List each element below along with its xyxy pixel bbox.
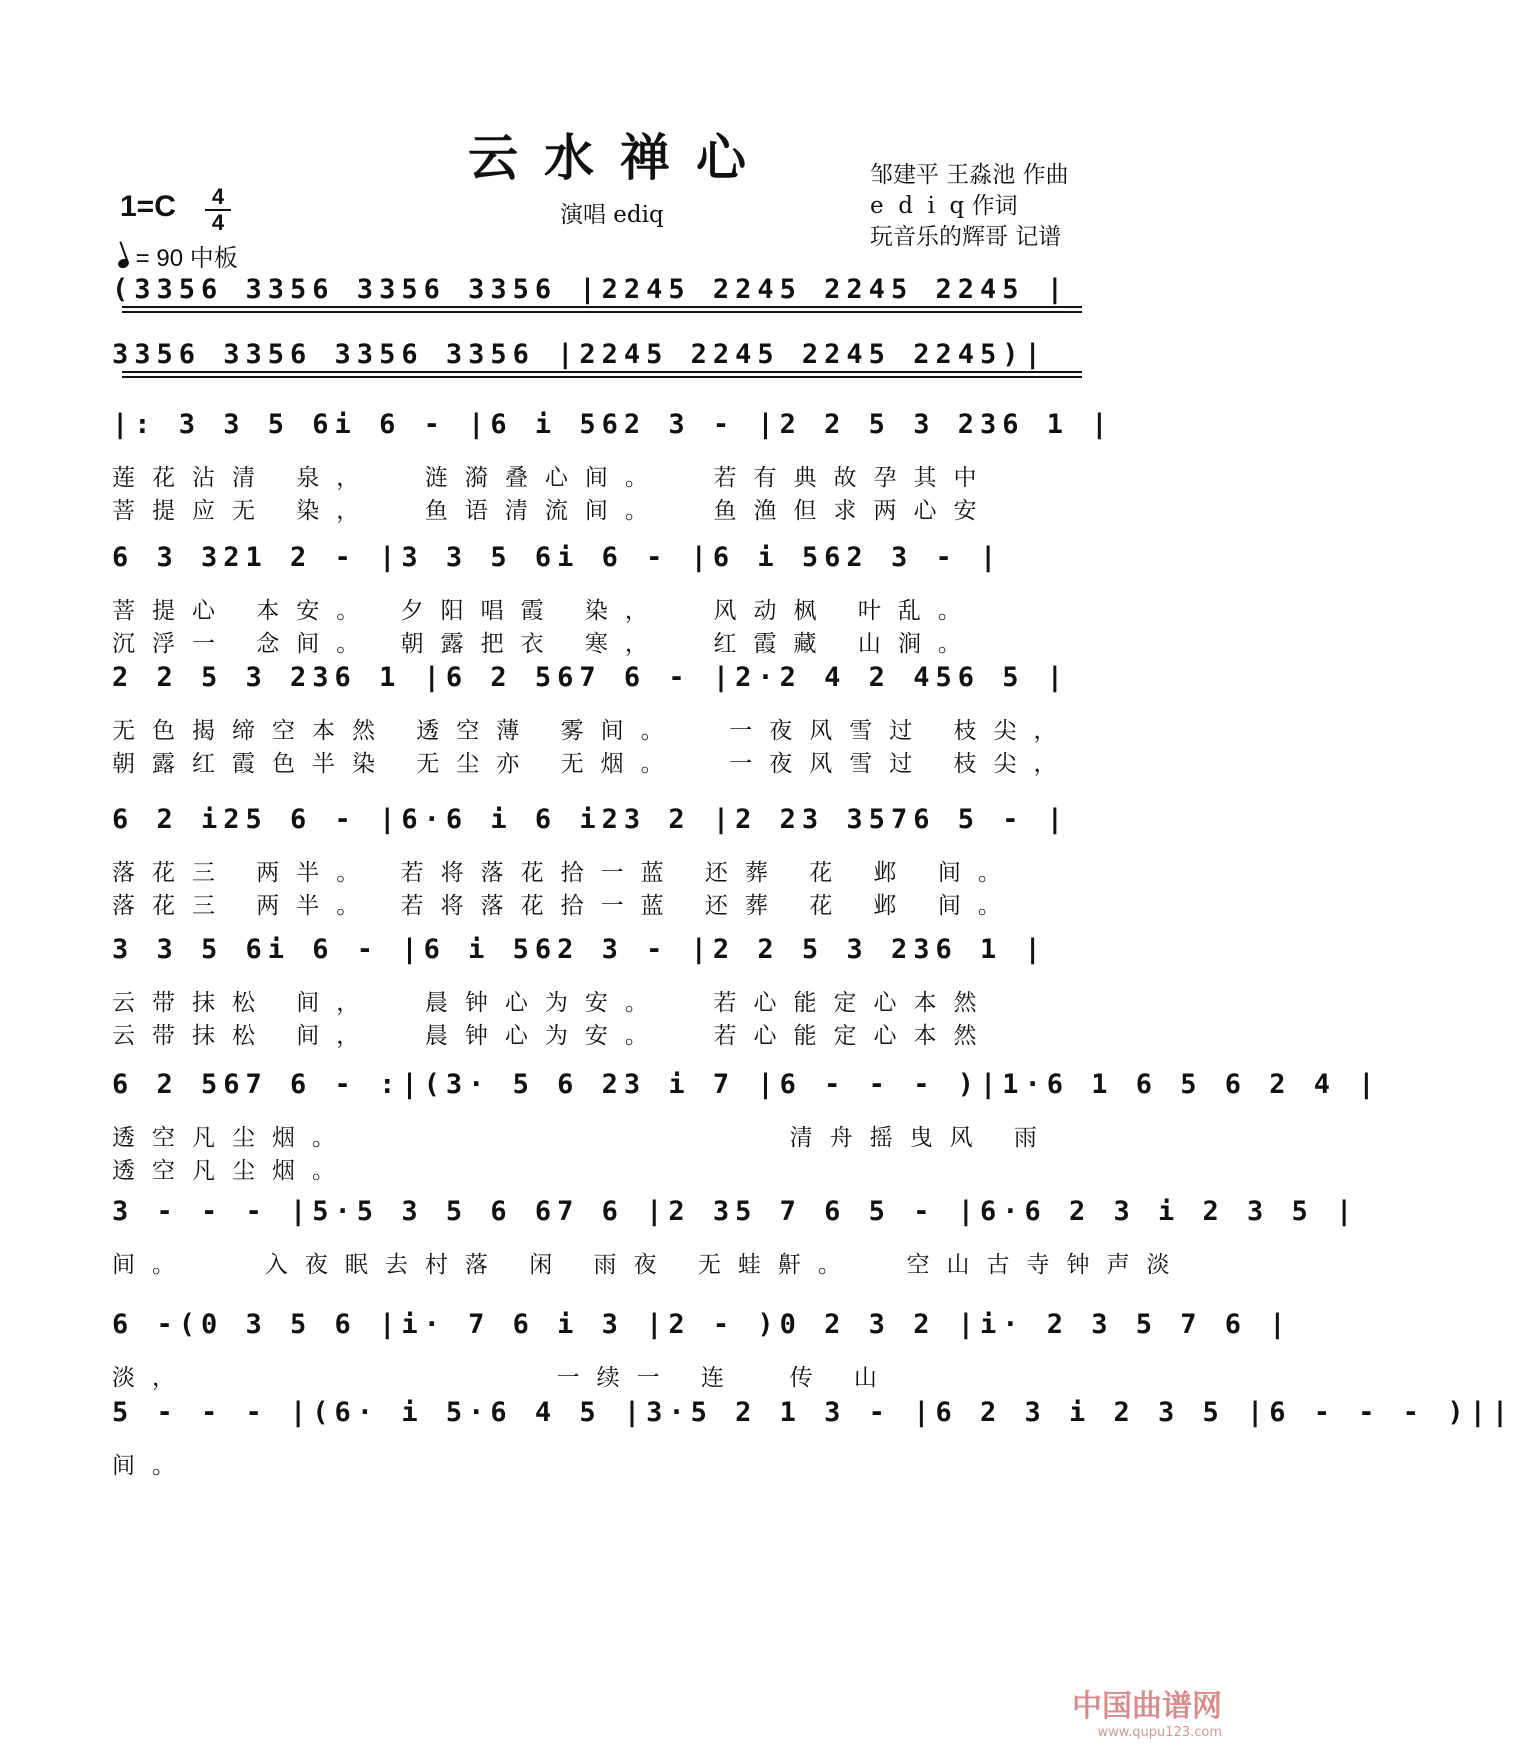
notation-row: 6 -(0 3 5 6 |i· 7 6 i 3 |2 - )0 2 3 2 |i· 2 3 5 7 6 | — [112, 1309, 1292, 1340]
time-signature-bottom: 4 — [211, 210, 225, 235]
lyric-row: 落花三 两半。 若将落花拾一蓝 还葬 花 邺 间。 — [112, 893, 1018, 919]
key-signature: 1=C — [120, 190, 176, 223]
lyric-row: 间。 — [112, 1453, 192, 1479]
singer: 演唱 ediq — [560, 202, 664, 228]
watermark-brand: 中国曲谱网 — [1072, 1689, 1222, 1724]
lyric-row: 无色揭缔空本然 透空薄 雾间。 一夜风雪过 枝尖， — [112, 718, 1074, 744]
notation-row: 3 3 5 6i 6 - |6 i 562 3 - |2 2 5 3 236 1 | — [112, 934, 1047, 965]
watermark-url: www.qupu123.com — [1097, 1725, 1222, 1740]
time-signature-top: 4 — [211, 184, 225, 209]
lyric-row: 朝露红霞色半染 无尘亦 无烟。 一夜风雪过 枝尖， — [112, 751, 1074, 777]
time-signature — [205, 186, 231, 234]
tempo-text: = 90 中板 — [135, 245, 238, 272]
tempo-marking — [118, 238, 238, 273]
notation-row: 6 2 567 6 - :|(3· 5 6 23 i 7 |6 - - - )|1·6 1 6 5 6 2 4 | — [112, 1069, 1381, 1100]
rhythm-underline — [122, 371, 1082, 373]
credit-transcriber: 玩音乐的辉哥 记谱 — [870, 224, 1062, 250]
rhythm-underline — [122, 376, 1082, 378]
lyric-row: 落花三 两半。 若将落花拾一蓝 还葬 花 邺 间。 — [112, 860, 1018, 886]
notation-row: 6 2 i25 6 - |6·6 i 6 i23 2 |2 23 3576 5 - | — [112, 804, 1069, 835]
credit-composer: 邹建平 王淼池 作曲 — [870, 162, 1069, 188]
notation-row: 6 3 321 2 - |3 3 5 6i 6 - |6 i 562 3 - | — [112, 542, 1003, 573]
watermark — [1072, 1681, 1222, 1740]
lyric-row: 透空凡尘烟。 清舟摇曳风 雨 — [112, 1125, 1054, 1151]
lyric-row: 菩提应无 染， 鱼语清流间。 鱼渔但求两心安 — [112, 498, 994, 524]
page-title: 云水禅心 — [468, 128, 772, 187]
rhythm-underline — [122, 306, 1082, 308]
lyric-row: 云带抹松 间， 晨钟心为安。 若心能定心本然 — [112, 990, 994, 1016]
notation-row: 2 2 5 3 236 1 |6 2 567 6 - |2·2 4 2 456 5 | — [112, 662, 1069, 693]
credit-lyricist: e d i q 作词 — [870, 193, 1018, 219]
lyric-row: 透空凡尘烟。 — [112, 1158, 352, 1184]
lyric-row: 莲花沾清 泉， 涟漪叠心间。 若有典故孕其中 — [112, 465, 994, 491]
lyric-row: 沉浮一 念间。 朝露把衣 寒， 红霞藏 山涧。 — [112, 631, 978, 657]
notation-row: (3356 3356 3356 3356 |2245 2245 2245 2245 | — [112, 274, 1069, 305]
lyric-row: 间。 入夜眠去村落 闲 雨夜 无蛙鼾。 空山古寺钟声淡 — [112, 1252, 1187, 1278]
notation-row: 5 - - - |(6· i 5·6 4 5 |3·5 2 1 3 - |6 2 3 i 2 3 5 |6 - - - )|| — [112, 1397, 1514, 1428]
lyric-row: 菩提心 本安。 夕阳唱霞 染， 风动枫 叶乱。 — [112, 598, 978, 624]
quarter-note-icon — [117, 257, 130, 269]
notation-row: 3356 3356 3356 3356 |2245 2245 2245 2245)| — [112, 339, 1047, 370]
lyric-row: 云带抹松 间， 晨钟心为安。 若心能定心本然 — [112, 1023, 994, 1049]
lyric-row: 淡， 一续一 连 传 山 — [112, 1365, 894, 1391]
notation-row: |: 3 3 5 6i 6 - |6 i 562 3 - |2 2 5 3 236 1 | — [112, 409, 1114, 440]
notation-row: 3 - - - |5·5 3 5 6 67 6 |2 35 7 6 5 - |6·6 2 3 i 2 3 5 | — [112, 1196, 1359, 1227]
credits — [870, 160, 1069, 253]
rhythm-underline — [122, 311, 1082, 313]
